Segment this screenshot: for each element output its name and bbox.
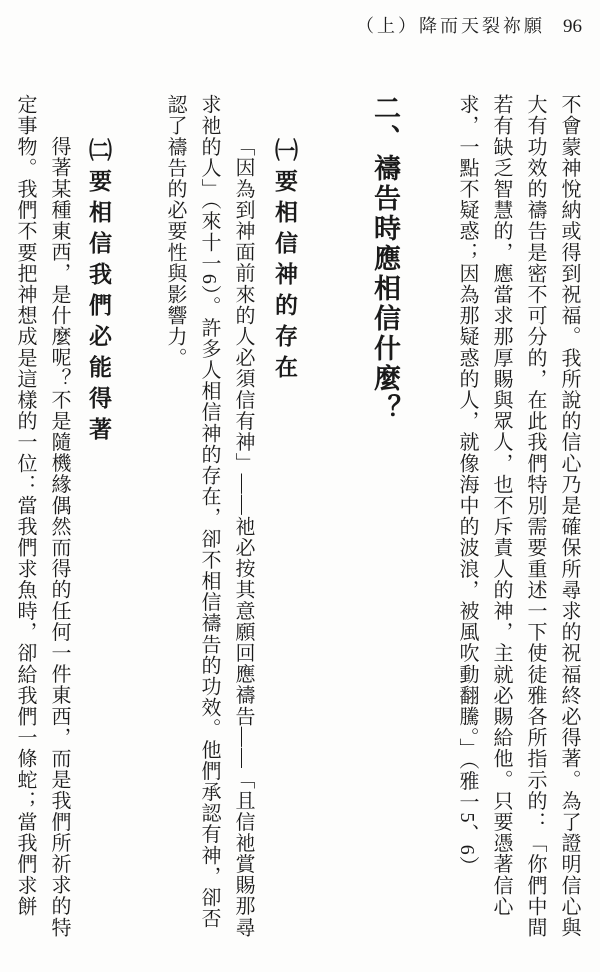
running-head-title: （上）降而天裂祢願 <box>356 16 545 36</box>
paragraph-believe-existence: 「因為到神面前來的人必須信有神」——祂必按其意願回應禱告——「且信祂賞賜那尋求祂的人」（來十一6）。許多人相信神的存在，卻不相信禱告的功效。他們承認有神，卻否認了禱告的必要性與影響力。 <box>164 94 254 938</box>
subsection-heading-2: ㈡要相信我們必能得著 <box>86 138 111 448</box>
paragraph-believe-receive: 得著某種東西，是什麼呢？不是隨機緣偶然而得的任何一件東西，而是我們所祈求的特定事物。我們不要把神想成是這樣的一位：當我們求魚時，卻給我們一條蛇；當我們求餅 <box>14 94 70 938</box>
paragraph-continuation: 不會蒙神悅納或得到祝福。我所說的信心乃是確保所尋求的祝福終必得著。為了證明信心與大有功效的禱告是密不可分的，在此我們特別需要重述一下使徒雅各所指示的：「你們中間若有缺乏智慧的，應當求那厚賜與眾人，也不斥責人的神，主就必賜給他。只要憑著信心求，一點不疑惑；因為那疑惑的人，就像海中的波浪，被風吹動翻騰。」（雅一5、6） <box>456 94 580 938</box>
page-body <box>8 94 586 946</box>
page-number: 96 <box>563 16 582 37</box>
subsection-heading-1: ㈠要相信神的存在 <box>272 138 297 386</box>
running-head <box>356 12 582 38</box>
section-heading: 二、禱告時應相信什麼？ <box>370 94 400 424</box>
